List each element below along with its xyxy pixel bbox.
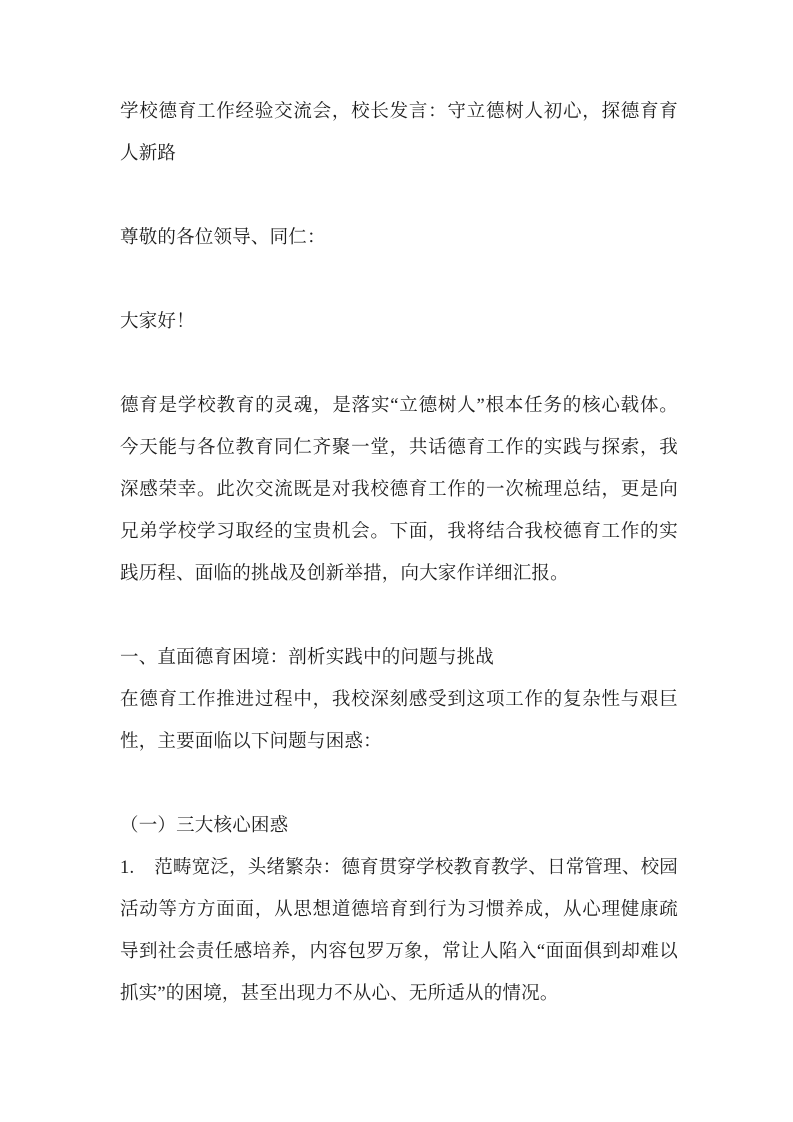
numbered-item-1 <box>120 847 678 1015</box>
subsection-1-1-heading: （一）三大核心困惑 <box>120 816 289 836</box>
numbered-item-1-number: 1. <box>120 858 135 878</box>
intro-paragraph: 德育是学校教育的灵魂，是落实“立德树人”根本任务的核心载体。今天能与各位教育同仁齐聚一堂，共话德育工作的实践与探索，我深感荣幸。此次交流既是对我校德育工作的一次梳理总结，更是向兄弟学校学习取经的宝贵机会。下面，我将结合我校德育工作的实践历程、面临的挑战及创新举措，向大家作详细汇报。 <box>120 396 678 584</box>
greeting-line: 大家好！ <box>120 312 195 332</box>
document-title: 学校德育工作经验交流会，校长发言：守立德树人初心，探德育育人新路 <box>120 102 678 164</box>
salutation-line: 尊敬的各位领导、同仁： <box>120 228 326 248</box>
section-1-lead-paragraph: 在德育工作推进过程中，我校深刻感受到这项工作的复杂性与艰巨性，主要面临以下问题与困惑： <box>120 690 678 752</box>
section-1-heading: 一、直面德育困境：剖析实践中的问题与挑战 <box>120 648 495 668</box>
document-content <box>120 91 678 1057</box>
numbered-item-1-text: 范畴宽泛，头绪繁杂：德育贯穿学校教育教学、日常管理、校园活动等方方面面，从思想道德培育到行为习惯养成，从心理健康疏导到社会责任感培养，内容包罗万象，常让人陷入“面面俱到却难以抓实”的困境，甚至出现力不从心、无所适从的情况。 <box>120 858 678 1004</box>
